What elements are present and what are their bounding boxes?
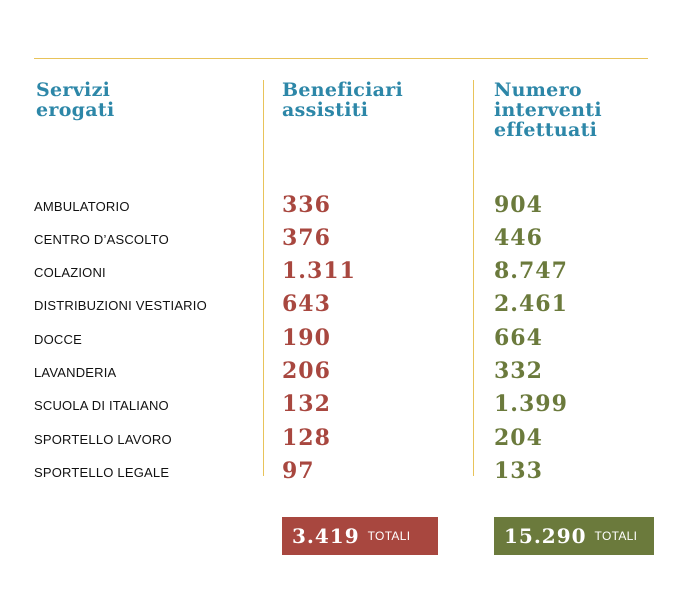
interventi-centro-ascolto: 446 — [494, 225, 543, 251]
row-label-ambulatorio: AMBULATORIO — [34, 199, 130, 214]
interventi-ambulatorio: 904 — [494, 192, 543, 218]
header-interventi — [494, 80, 602, 140]
interventi-colazioni: 8.747 — [494, 258, 568, 284]
header-beneficiari — [282, 80, 403, 120]
header-servizi-line2: erogati — [36, 99, 115, 121]
header-interventi-line1: Numero — [494, 79, 582, 101]
beneficiari-vestiario: 643 — [282, 291, 331, 317]
column-divider-2 — [473, 80, 474, 476]
total-interventi-value: 15.290 — [504, 524, 587, 548]
interventi-docce: 664 — [494, 325, 543, 351]
total-beneficiari-badge — [282, 517, 438, 555]
total-interventi-badge — [494, 517, 654, 555]
row-label-sportello-lavoro: SPORTELLO LAVORO — [34, 432, 172, 447]
beneficiari-colazioni: 1.311 — [282, 258, 356, 284]
row-label-vestiario: DISTRIBUZIONI VESTIARIO — [34, 298, 207, 313]
interventi-vestiario: 2.461 — [494, 291, 568, 317]
header-interventi-line2: interventi — [494, 99, 602, 121]
header-servizi — [36, 80, 114, 120]
beneficiari-sportello-legale: 97 — [282, 458, 315, 484]
row-label-lavanderia: LAVANDERIA — [34, 365, 117, 380]
beneficiari-scuola-italiano: 132 — [282, 391, 331, 417]
beneficiari-centro-ascolto: 376 — [282, 225, 331, 251]
column-divider-1 — [263, 80, 264, 476]
row-label-sportello-legale: SPORTELLO LEGALE — [34, 465, 170, 480]
row-label-scuola-italiano: SCUOLA DI ITALIANO — [34, 398, 169, 413]
beneficiari-lavanderia: 206 — [282, 358, 331, 384]
header-beneficiari-line1: Beneficiari — [282, 79, 404, 101]
row-label-centro-ascolto: CENTRO D’ASCOLTO — [34, 232, 169, 247]
interventi-sportello-legale: 133 — [494, 458, 543, 484]
interventi-lavanderia: 332 — [494, 358, 543, 384]
beneficiari-docce: 190 — [282, 325, 331, 351]
total-beneficiari-label: TOTALI — [367, 529, 411, 543]
row-label-docce: DOCCE — [34, 332, 82, 347]
row-label-colazioni: COLAZIONI — [34, 265, 106, 280]
total-interventi-label: TOTALI — [594, 529, 638, 543]
header-beneficiari-line2: assistiti — [282, 99, 369, 121]
header-servizi-line1: Servizi — [36, 79, 111, 101]
interventi-sportello-lavoro: 204 — [494, 425, 543, 451]
beneficiari-ambulatorio: 336 — [282, 192, 331, 218]
interventi-scuola-italiano: 1.399 — [494, 391, 568, 417]
total-beneficiari-value: 3.419 — [292, 524, 360, 548]
top-divider — [34, 58, 648, 59]
header-interventi-line3: effettuati — [494, 119, 598, 141]
beneficiari-sportello-lavoro: 128 — [282, 425, 331, 451]
